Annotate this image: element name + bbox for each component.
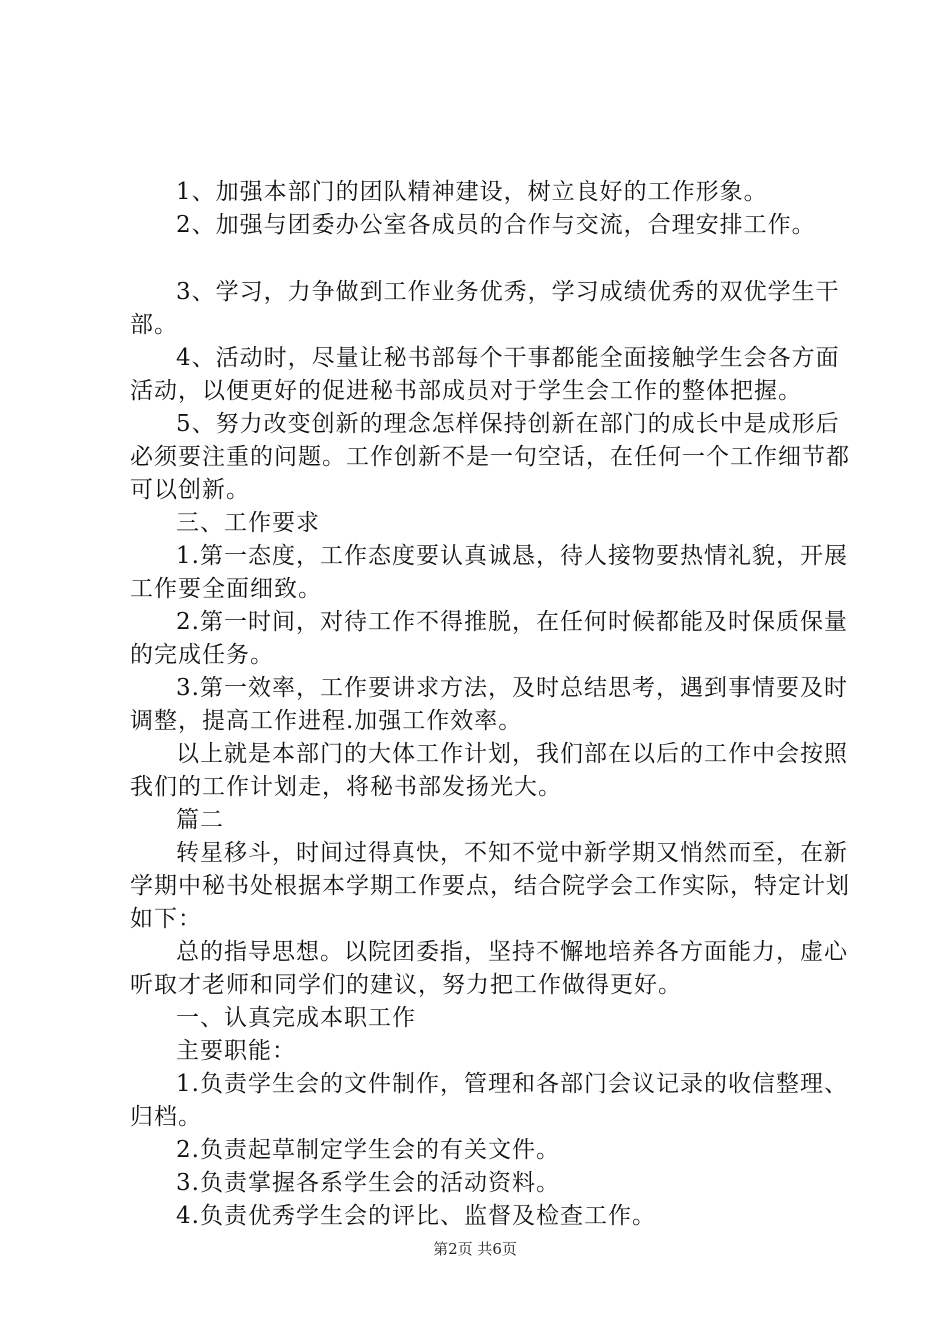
paragraph: 3.负责掌握各系学生会的活动资料。 (176, 1170, 560, 1196)
paragraph: 2.负责起草制定学生会的有关文件。 (176, 1137, 560, 1163)
paragraph: 1、加强本部门的团队精神建设，树立良好的工作形象。 (176, 179, 768, 205)
paragraph: 1.负责学生会的文件制作，管理和各部门会议记录的收信整理、归档。 (130, 1071, 848, 1130)
page-number-footer: 第2页 共6页 (433, 1240, 517, 1258)
paragraph: 5、努力改变创新的理念怎样保持创新在部门的成长中是成形后必须要注重的问题。工作创新不是一句空话，在任何一个工作细节都可以创新。 (130, 411, 850, 503)
paragraph: 以上就是本部门的大体工作计划，我们部在以后的工作中会按照我们的工作计划走，将秘书部发扬光大。 (130, 741, 848, 800)
paragraph: 3.第一效率，工作要讲求方法，及时总结思考，遇到事情要及时调整，提高工作进程.加强工作效率。 (130, 675, 848, 734)
paragraph: 1.第一态度，工作态度要认真诚恳，待人接物要热情礼貌，开展工作要全面细致。 (130, 543, 848, 602)
section-heading: 三、工作要求 (176, 510, 320, 536)
paragraph: 2、加强与团委办公室各成员的合作与交流，合理安排工作。 (176, 212, 816, 238)
section-heading: 篇二 (176, 807, 224, 833)
paragraph: 3、学习，力争做到工作业务优秀，学习成绩优秀的双优学生干部。 (130, 279, 840, 338)
paragraph-gap (130, 242, 850, 276)
paragraph: 4.负责优秀学生会的评比、监督及检查工作。 (176, 1203, 656, 1229)
paragraph: 主要职能： (176, 1038, 296, 1064)
section-heading: 一、认真完成本职工作 (176, 1005, 416, 1031)
paragraph: 4、活动时，尽量让秘书部每个干事都能全面接触学生会各方面活动，以便更好的促进秘书部成员对于学生会工作的整体把握。 (130, 345, 840, 404)
paragraph: 总的指导思想。以院团委指，坚持不懈地培养各方面能力，虚心听取才老师和同学们的建议，努力把工作做得更好。 (130, 939, 848, 998)
paragraph: 2.第一时间，对待工作不得推脱，在任何时候都能及时保质保量的完成任务。 (130, 609, 848, 668)
paragraph: 转星移斗，时间过得真快，不知不觉中新学期又悄然而至，在新学期中秘书处根据本学期工作要点，结合院学会工作实际，特定计划如下： (130, 840, 850, 932)
document-body (130, 176, 850, 1233)
